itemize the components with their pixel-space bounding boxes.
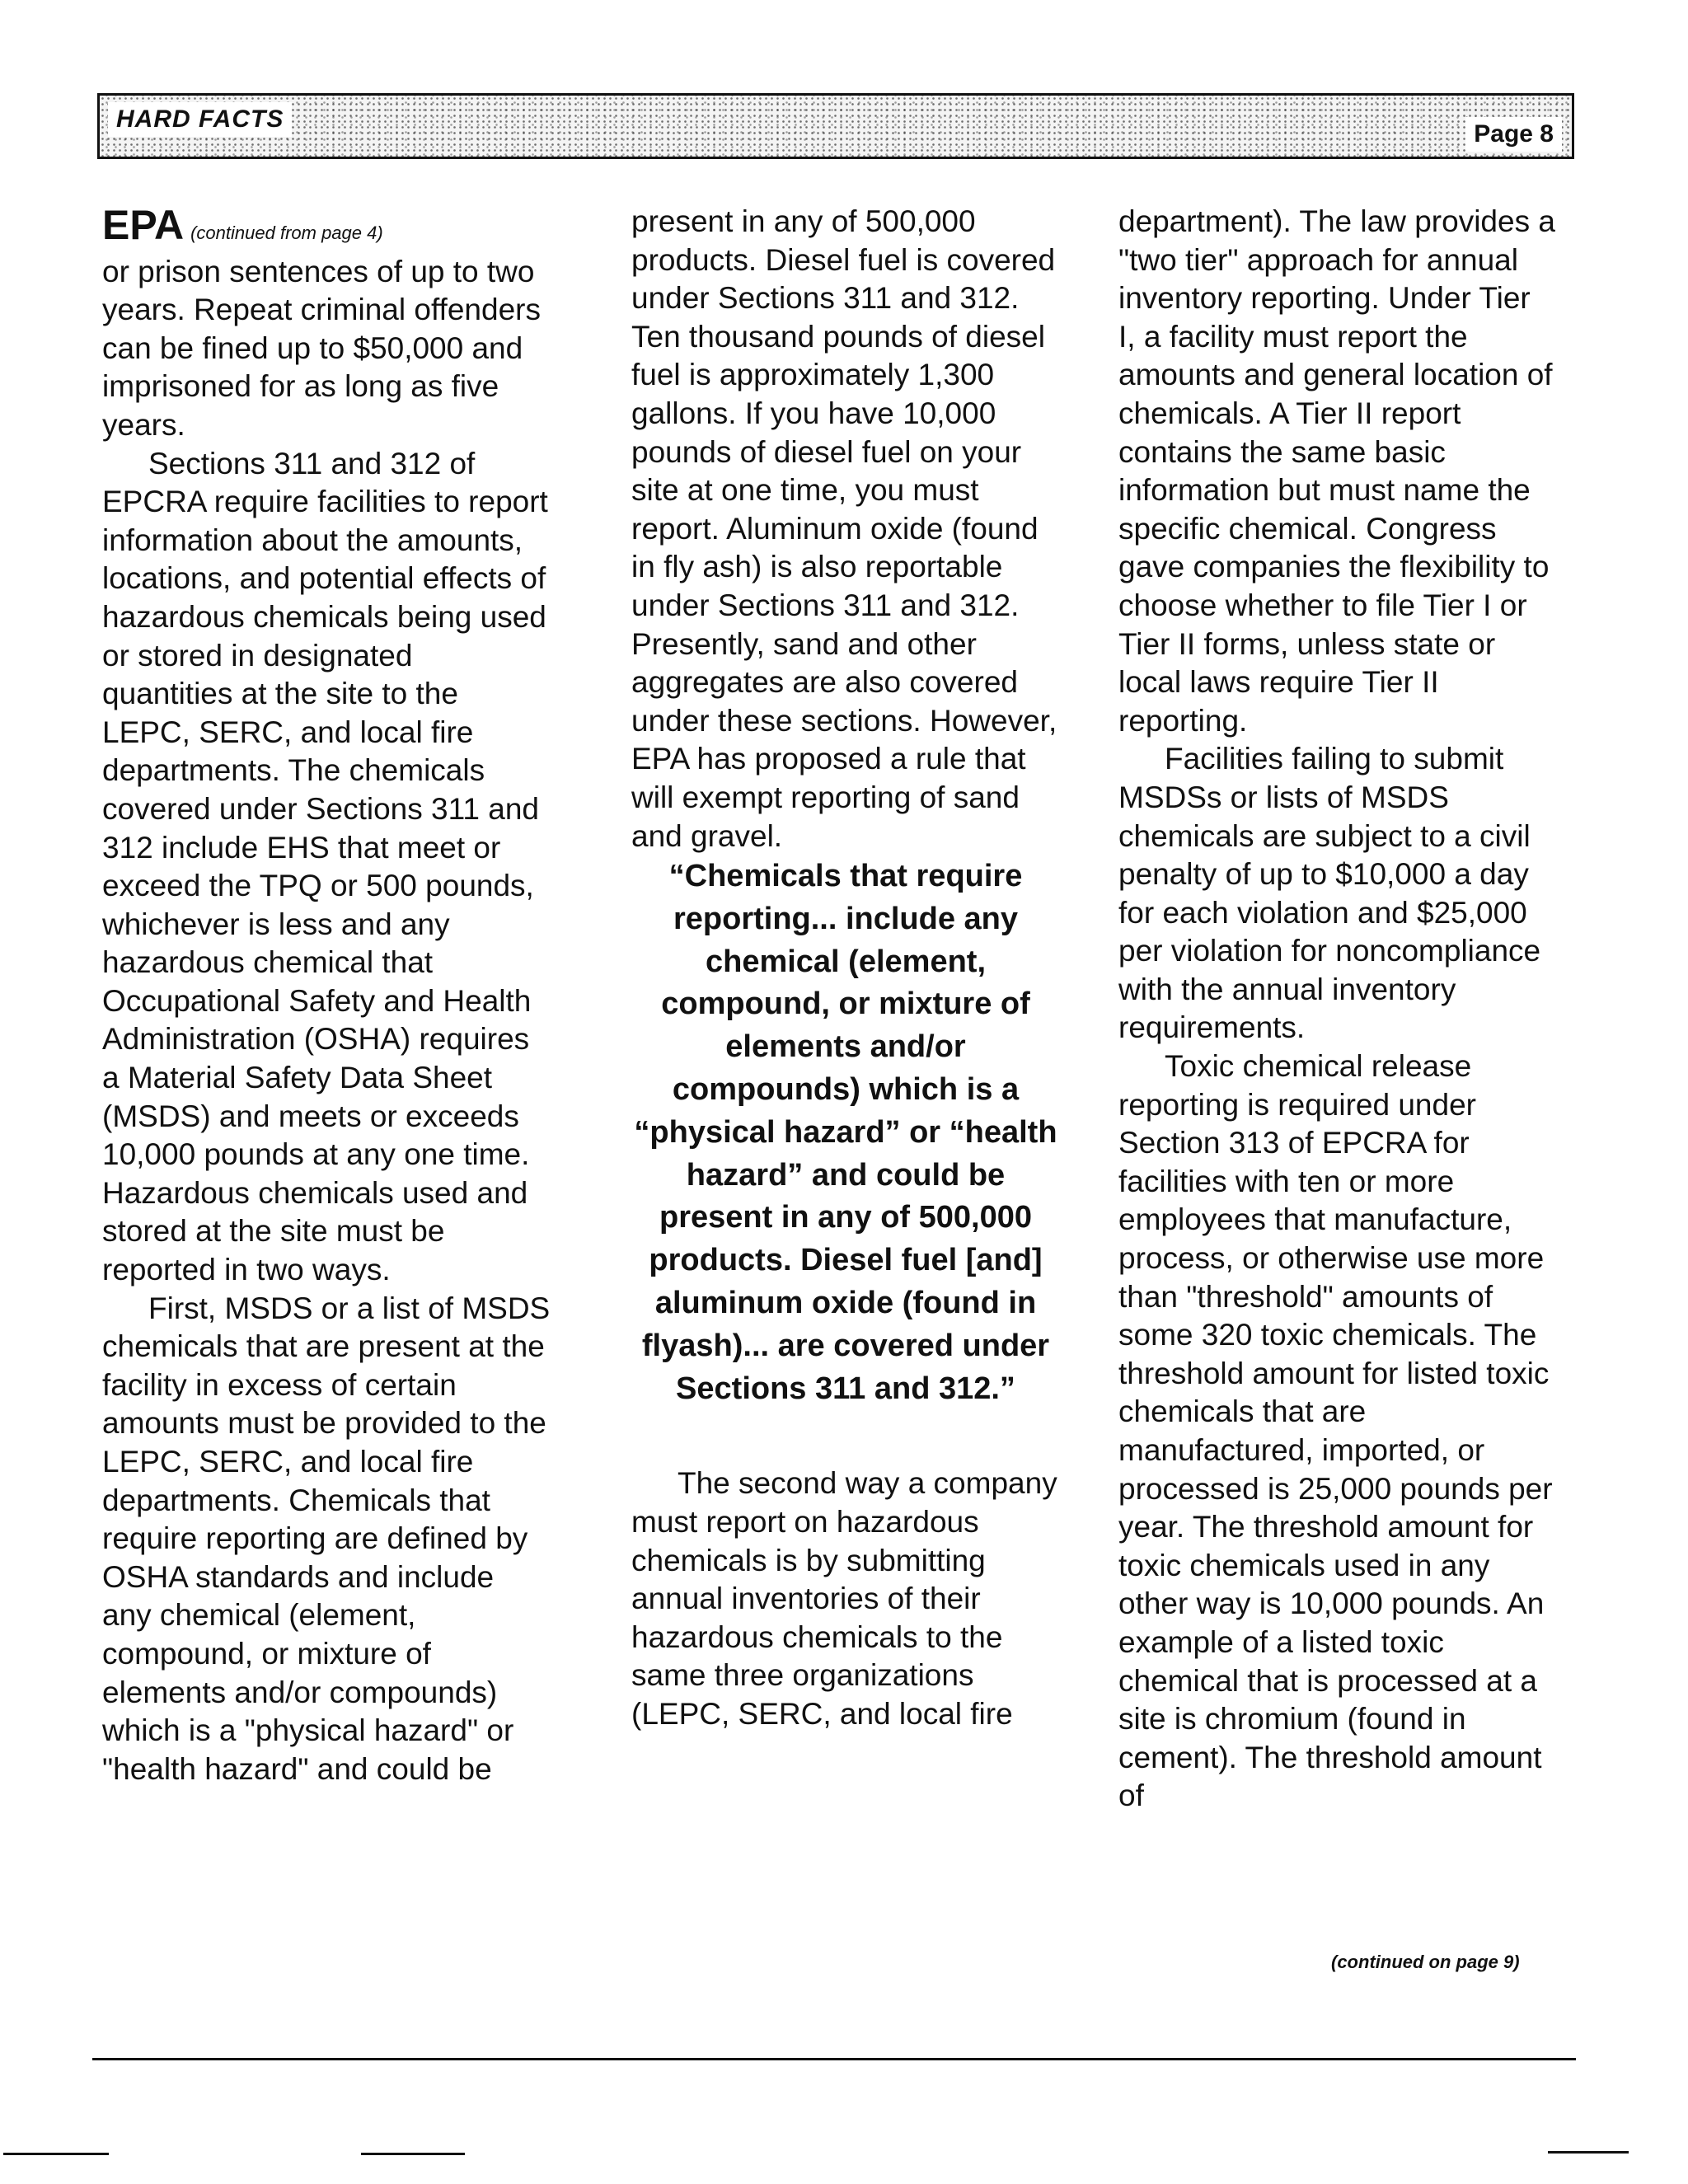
article-heading: [102, 203, 551, 253]
paragraph: or prison sentences of up to two years. Repeat criminal offenders can be fined up to $50,000 and imprisoned for as long as five years.: [102, 254, 541, 442]
footer-mark-right: [1548, 2151, 1629, 2154]
pull-quote: “Chemicals that require reporting... include any chemical (element, compound, or mixture of elements and/or compounds) which is a “physical hazard” or “health hazard” and could be present in any of 500,000 products. Diesel fuel [and] aluminum oxide (found in flyash)... are covered under Sections 311 and 312.”: [634, 859, 1057, 1406]
footer-mark-center: [361, 2153, 465, 2155]
footer-mark-left: [3, 2153, 109, 2155]
column-2: [631, 203, 1060, 1734]
paragraph: present in any of 500,000 products. Diesel fuel is covered under Sections 311 and 312. Ten thousand pounds of diesel fuel is approximately 1,300 gallons. If you have 10,000 pounds of diesel fuel on your site at one time, you must report. Aluminum oxide (found in fly ash) is also reportable under Sections 311 and 312. Presently, sand and other aggregates are also covered under these sections. However, EPA has proposed a rule that will exempt reporting of sand and gravel.: [631, 204, 1057, 853]
continued-on-note: (continued on page 9): [1331, 1952, 1520, 1972]
page-number: Page 8: [1465, 117, 1562, 152]
article-title: EPA: [102, 202, 185, 248]
paragraph: department). The law provides a "two tier" approach for annual inventory reporting. Under Tier I, a facility must report the amounts and general location of chemicals. A Tier II report contains the same basic information but must name the specific chemical. Congress gave companies the flexibility to choose whether to file Tier I or Tier II forms, unless state or local laws require Tier II reporting.: [1118, 204, 1555, 738]
column-3: [1118, 203, 1555, 1816]
footer-rule: [92, 2058, 1576, 2060]
paragraph: The second way a company must report on hazardous chemicals is by submitting annual inventories of their hazardous chemicals to the same three organizations (LEPC, SERC, and local fire: [631, 1466, 1057, 1732]
column-1: [102, 203, 551, 1788]
paragraph: Toxic chemical release reporting is required under Section 313 of EPCRA for facilities with ten or more employees that manufacture, process, or otherwise use more than "threshold" amounts of some 320 toxic chemicals. The threshold amount for listed toxic chemicals that are manufactured, imported, or processed is 25,000 pounds per year. The threshold amount for toxic chemicals used in any other way is 10,000 pounds. An example of a listed toxic chemical that is processed at a site is chromium (found in cement). The threshold amount of: [1118, 1049, 1553, 1813]
paragraph: First, MSDS or a list of MSDS chemicals that are present at the facility in excess of certain amounts must be provided to the LEPC, SERC, and local fire departments. Chemicals that require reporting are defined by OSHA standards and include any chemical (element, compound, or mixture of elements and/or compounds) which is a "physical hazard" or "health hazard" and could be: [102, 1291, 551, 1786]
paragraph: Facilities failing to submit MSDSs or lists of MSDS chemicals are subject to a civil penalty of up to $10,000 a day for each violation and $25,000 per violation for noncompliance with the annual inventory requirements.: [1118, 742, 1541, 1045]
section-title: HARD FACTS: [108, 102, 292, 137]
continued-from-note: (continued from page 4): [190, 223, 383, 243]
page-header-bar: [97, 93, 1574, 159]
paragraph: Sections 311 and 312 of EPCRA require facilities to report information about the amounts, locations, and potential effects of hazardous chemicals being used or stored in designated quantities at the site to the LEPC, SERC, and local fire departments. The chemicals covered under Sections 311 and 312 include EHS that meet or exceed the TPQ or 500 pounds, whichever is less and any hazardous chemical that Occupational Safety and Health Administration (OSHA) requires a Material Safety Data Sheet (MSDS) and meets or exceeds 10,000 pounds at any one time. Hazardous chemicals used and stored at the site must be reported in two ways.: [102, 446, 548, 1287]
